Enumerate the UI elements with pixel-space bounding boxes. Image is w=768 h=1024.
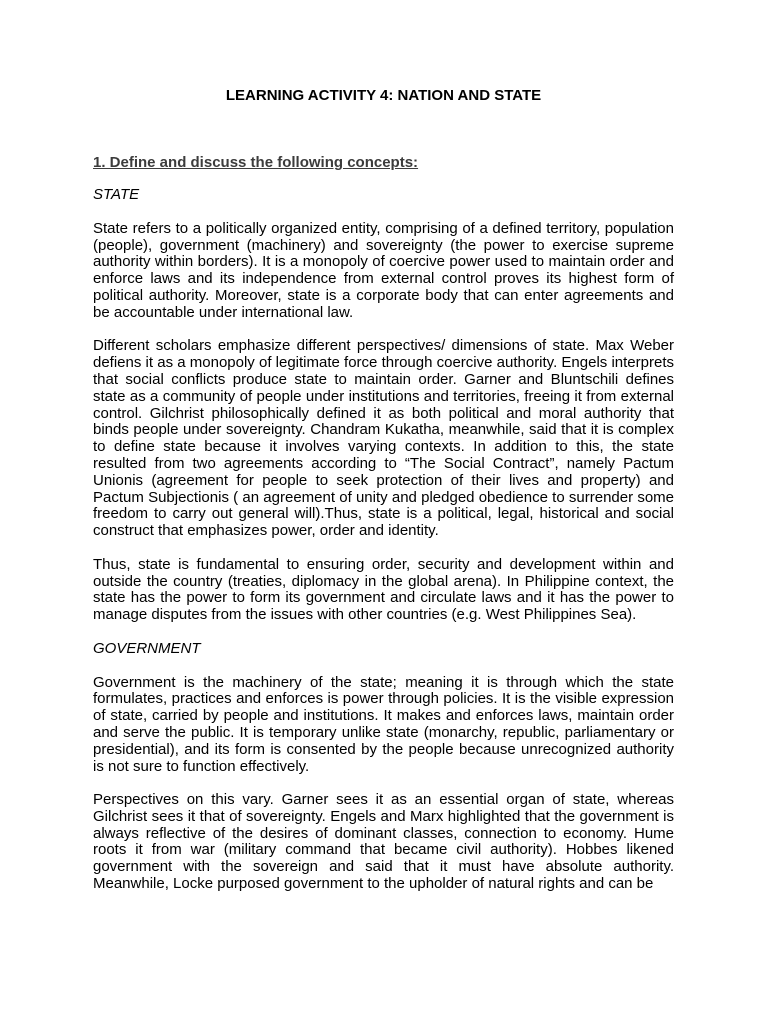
document-title: LEARNING ACTIVITY 4: NATION AND STATE — [225, 87, 542, 104]
state-paragraph-1: State refers to a politically organized entity, comprising of a defined territory, population (people), government (machinery) and sovereignty (the power to exercise supreme authority within borders). It is a monopoly of coercive power used to maintain order and enforce laws and its independence from external control proves its highest form of political authority. Moreover, state is a corporate body that can enter agreements and be accountable under international law. — [93, 219, 674, 321]
document-body — [93, 187, 674, 910]
state-paragraph-3: Thus, state is fundamental to ensuring order, security and development within and outside the country (treaties, diplomacy in the global arena). In Philippine context, the state has the power to form its government and circulate laws and it has the power to manage disputes from the issues with other countries (e.g. West Philippines Sea). — [93, 555, 674, 624]
state-paragraph-2: Different scholars emphasize different perspectives/ dimensions of state. Max Weber defiens it as a monopoly of legitimate force through coercive authority. Engels interprets that social conflicts produce state to maintain order. Garner and Bluntschili defines state as a community of people under institutions and territories, freeing it from external control. Gilchrist philosophically defined it as both political and moral authority that binds people under sovereignty. Chandram Kukatha, meanwhile, said that it is complex to define state because it involves varying contexts. In addition to this, the state resulted from two agreements according to “The Social Contract”, namely Pactum Unionis (agreement for people to seek protection of their lives and property) and Pactum Subjectionis ( an agreement of unity and pledged obedience to surrender some freedom to carry out general will).Thus, state is a political, legal, historical and social construct that emphasizes power, order and identity. — [93, 337, 674, 540]
government-paragraph-2: Perspectives on this vary. Garner sees it as an essential organ of state, whereas Gilchrist sees it that of sovereignty. Engels and Marx highlighted that the government is always reflective of the desires of dominant classes, connection to economy. Hume roots it from war (military command that became civil authority). Hobbes likened government with the sovereign and said that it must have absolute authority. Meanwhile, Locke purposed government to the upholder of natural rights and can be — [93, 791, 674, 893]
question-heading: 1. Define and discuss the following concepts: — [93, 154, 419, 171]
state-heading: STATE — [93, 186, 140, 203]
government-heading: GOVERNMENT — [93, 639, 201, 657]
government-paragraph-1: Government is the machinery of the state; meaning it is through which the state formulates, practices and enforces is power through policies. It is the visible expression of state, carried by people and institutions. It makes and enforces laws, maintain order and serve the public. It is temporary unlike state (monarchy, republic, parliamentary or presidential), and its form is consented by the people because unrecognized authority is not sure to function effectively. — [93, 673, 674, 775]
